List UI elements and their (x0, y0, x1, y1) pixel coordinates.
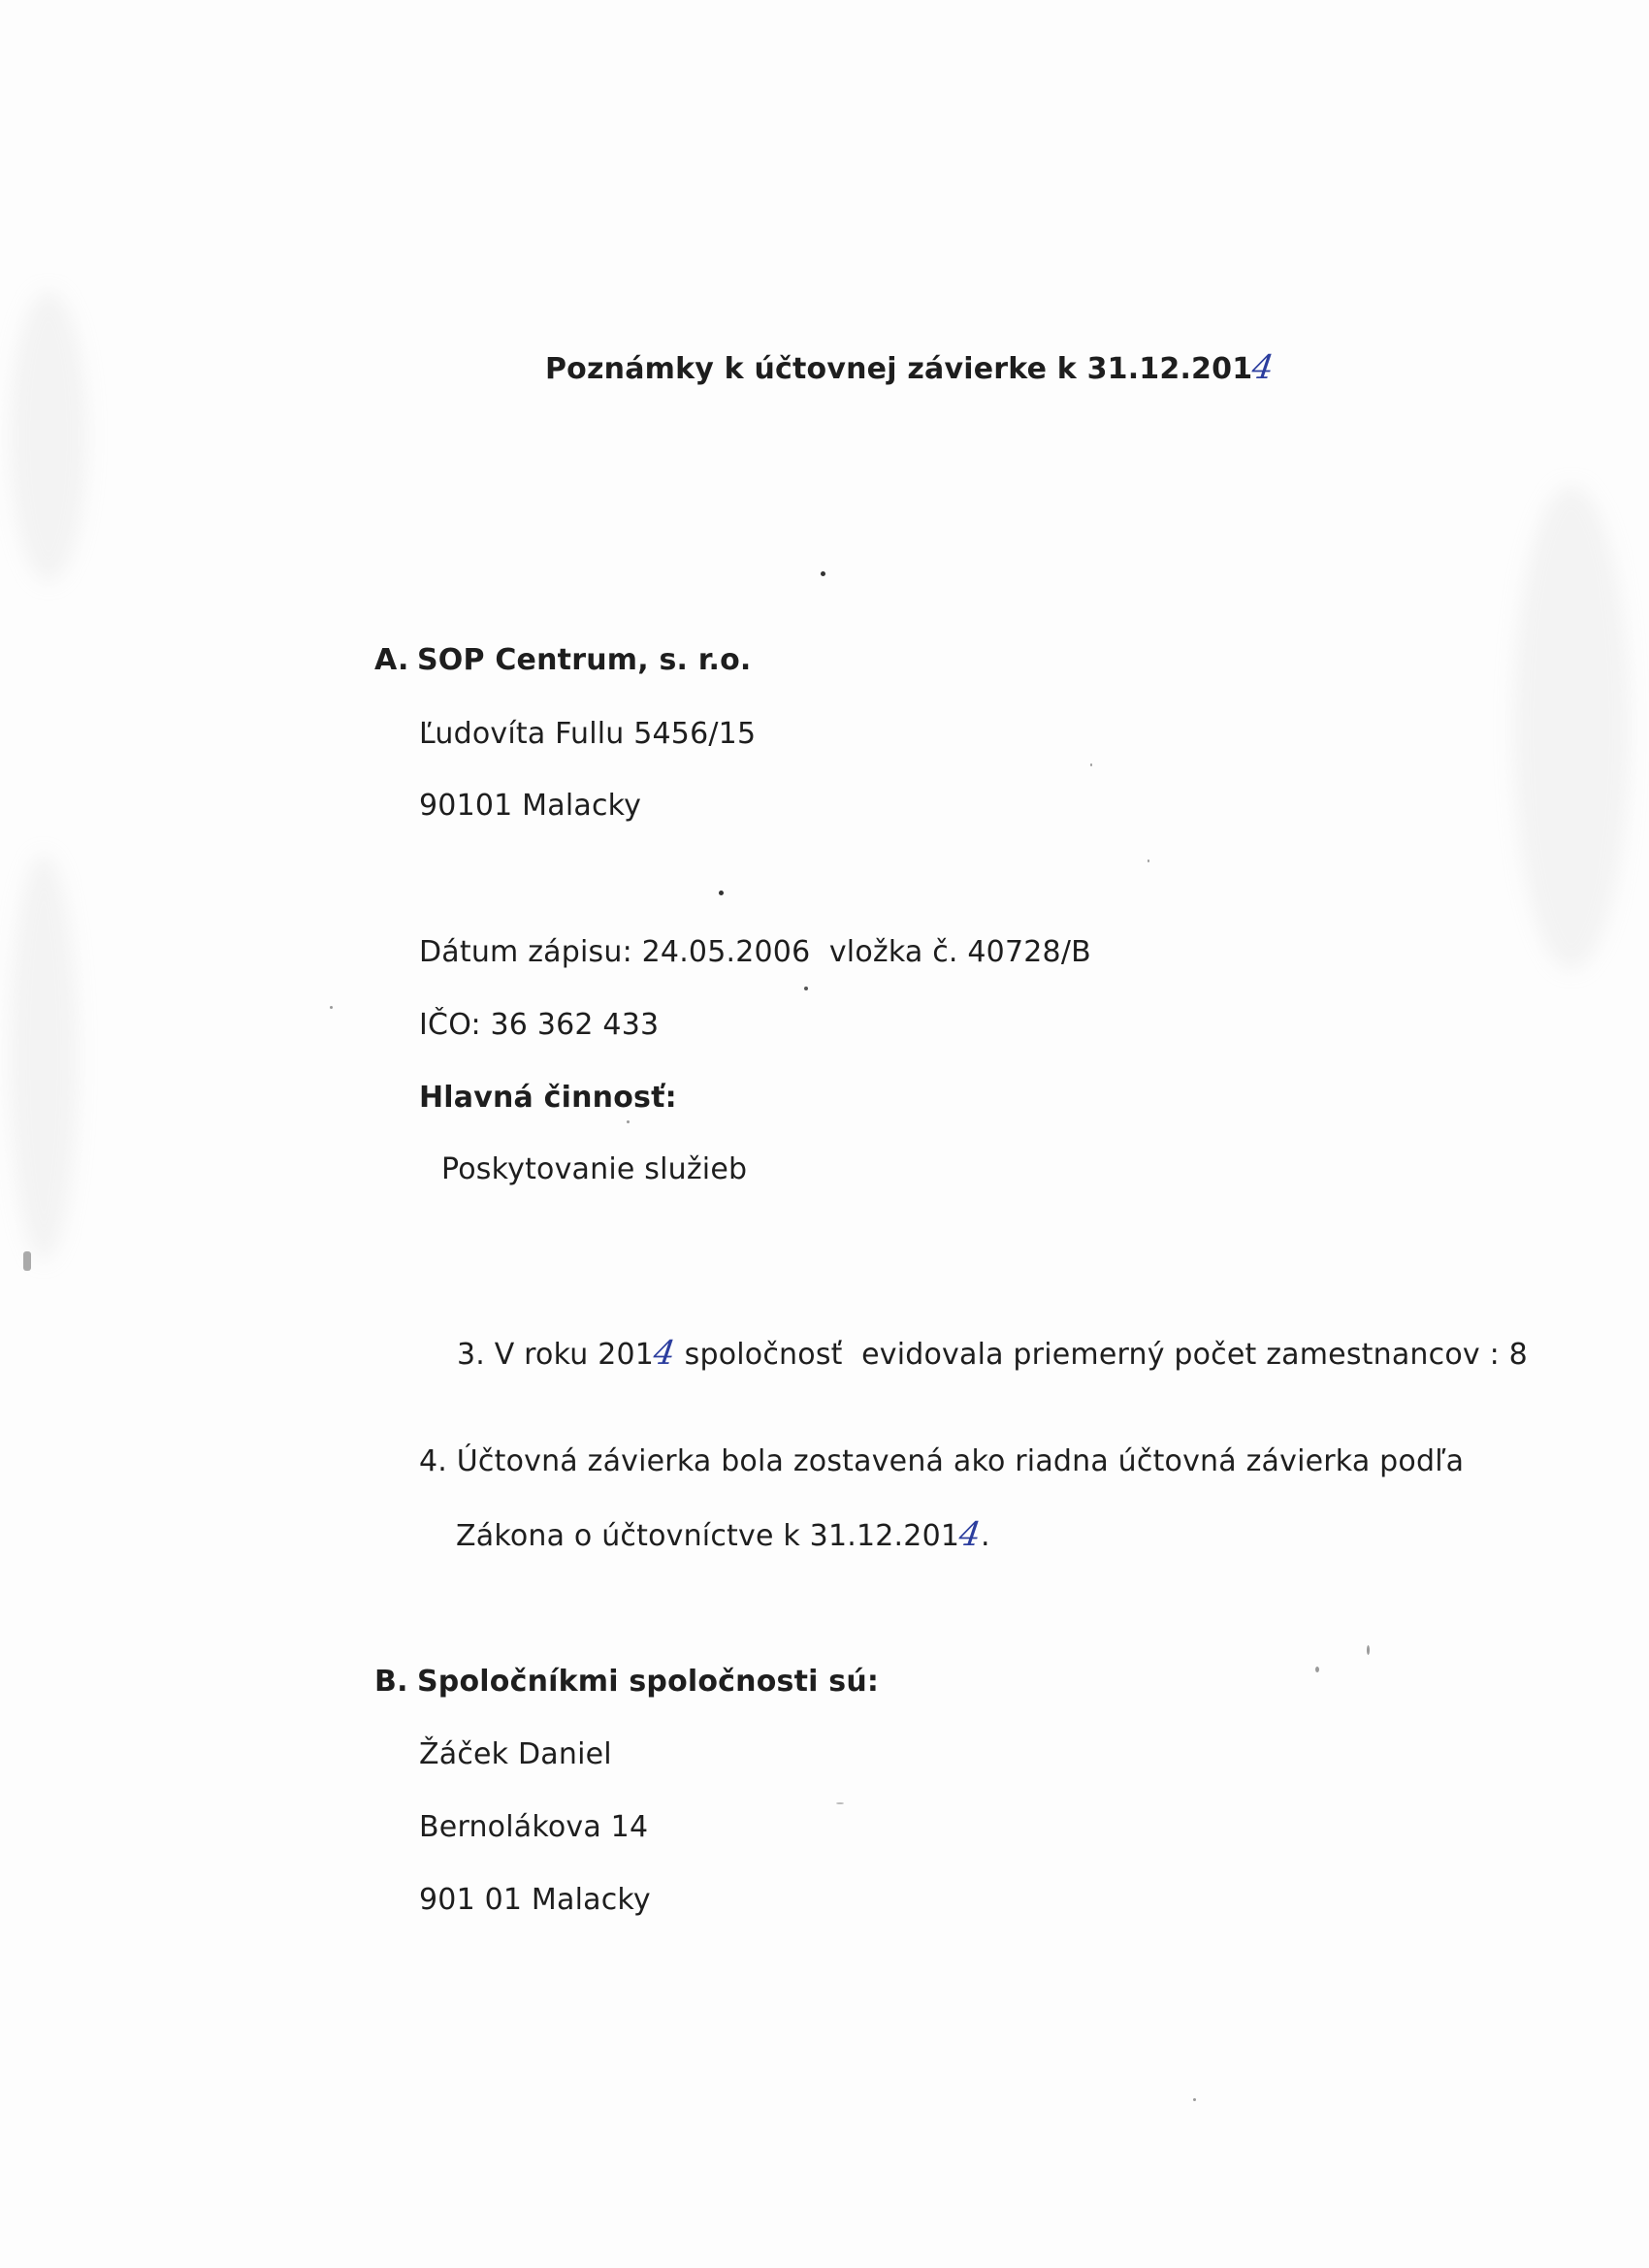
scan-speck (1367, 1645, 1370, 1655)
partner-name: Žáček Daniel (419, 1737, 612, 1771)
scan-speck (836, 1802, 844, 1804)
item-4-line-2 (456, 1516, 990, 1555)
scan-speck (1090, 763, 1092, 766)
registration-info: Dátum zápisu: 24.05.2006 vložka č. 40728/B (419, 935, 1091, 969)
item-3-prefix: 3. V roku 201 (456, 1338, 655, 1372)
section-b-marker: B. (374, 1665, 408, 1699)
item-3-handwritten-digit: 4 (651, 1334, 678, 1373)
section-b-heading-text: Spoločníkmi spoločnosti sú: (417, 1665, 880, 1699)
scan-speck (627, 1120, 630, 1123)
title-text: Poznámky k účtovnej závierke k 31.12.201 (545, 352, 1253, 386)
scan-speck (1315, 1667, 1319, 1672)
company-street: Ľudovíta Fullu 5456/15 (419, 717, 757, 751)
scan-speck (719, 891, 724, 895)
scan-speck (330, 1006, 333, 1009)
scan-speck (23, 1251, 31, 1271)
item-4-handwritten-digit: 4 (956, 1515, 984, 1554)
main-activity-label: Hlavná činnosť: (419, 1081, 677, 1115)
scan-speck (804, 987, 808, 990)
main-activity-value: Poskytovanie služieb (441, 1152, 748, 1186)
item-3-suffix: spoločnosť evidovala priemerný počet zamestnancov : 8 (674, 1338, 1528, 1372)
company-city: 90101 Malacky (419, 789, 642, 823)
partner-city: 901 01 Malacky (419, 1883, 651, 1917)
document-title (545, 348, 1277, 388)
section-b-heading (374, 1664, 879, 1701)
item-4-line-1: 4. Účtovná závierka bola zostavená ako riadna účtovná závierka podľa (419, 1444, 1465, 1478)
partner-street: Bernolákova 14 (419, 1810, 649, 1844)
section-a-marker: A. (374, 643, 409, 677)
scan-smudge (10, 854, 78, 1261)
scan-speck (1148, 859, 1149, 862)
scan-smudge (1513, 485, 1630, 970)
scan-speck (1193, 2098, 1196, 2101)
title-handwritten-digit: 4 (1249, 348, 1277, 387)
item-4-line-2-suffix: . (980, 1519, 990, 1553)
item-4-line-2-prefix: Zákona o účtovníctve k 31.12.201 (456, 1519, 960, 1553)
company-name: SOP Centrum, s. r.o. (417, 643, 752, 677)
item-3 (419, 1298, 1528, 1410)
company-ico: IČO: 36 362 433 (419, 1008, 660, 1042)
scan-speck (821, 571, 825, 576)
section-a-heading (374, 642, 751, 679)
scan-smudge (10, 291, 87, 582)
